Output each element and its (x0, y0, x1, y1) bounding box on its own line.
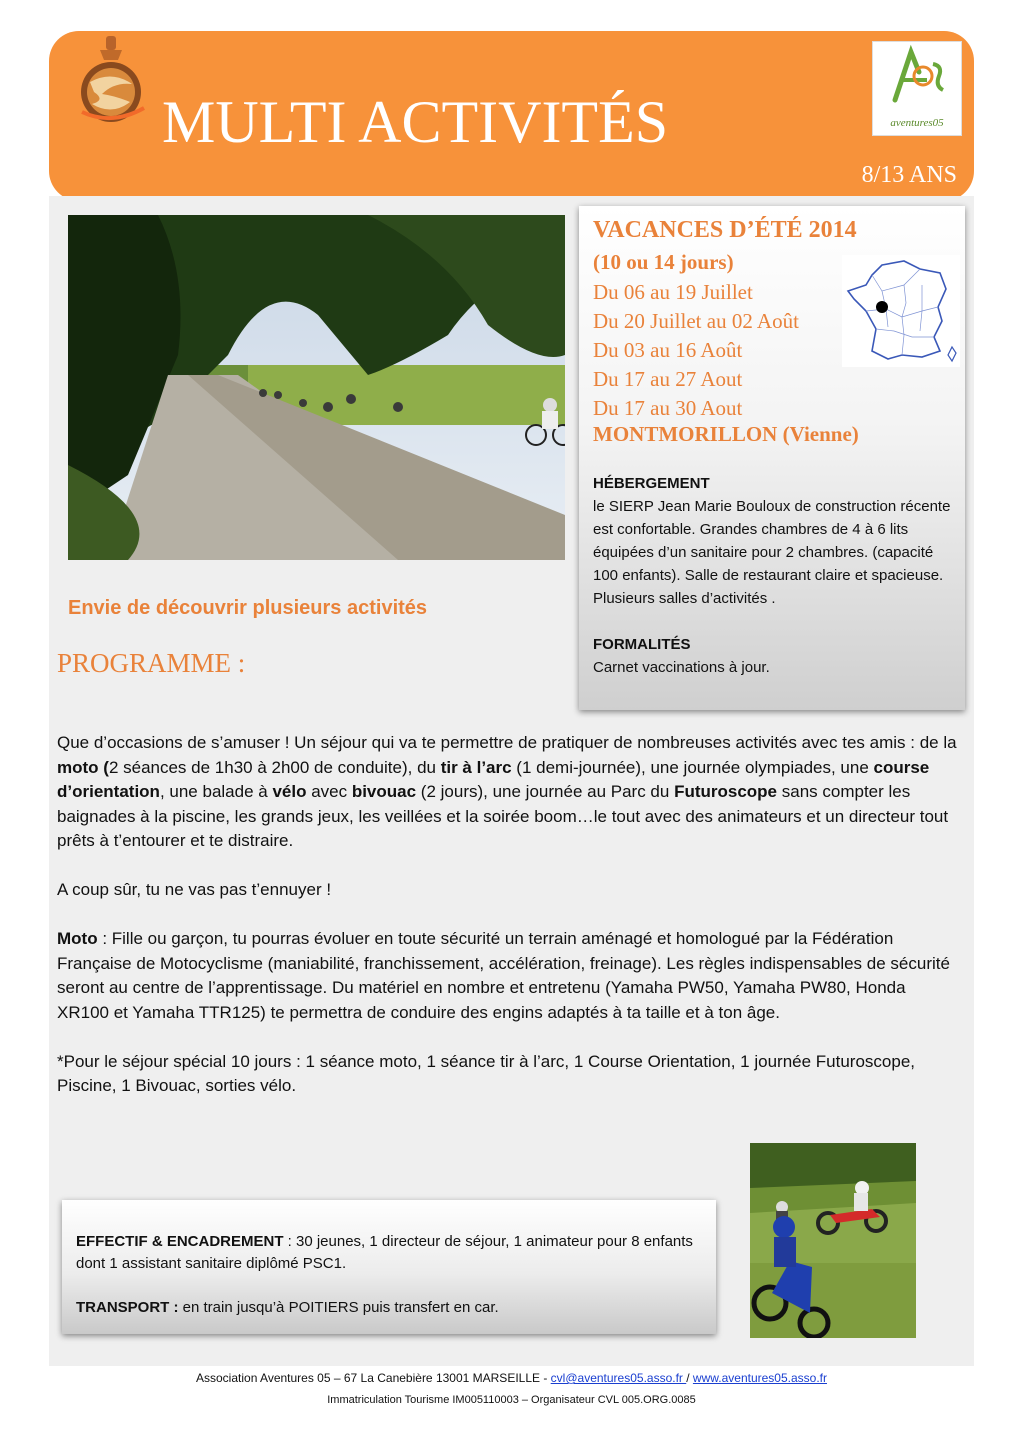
text-run: , une balade à (159, 782, 273, 801)
logo-text: aventures05 (890, 117, 944, 129)
bold-tir-arc: tir à l’arc (440, 757, 512, 777)
encouragement-line: A coup sûr, tu ne vas pas t’ennuyer ! (57, 880, 332, 899)
effectif-text: : 30 jeunes, 1 directeur de séjour, 1 animateur pour 8 enfants dont 1 assistant sanitaire diplômé PSC1. (76, 1233, 693, 1272)
text-run: Que d’occasions de s’amuser ! Un séjour qui va te permettre de pratiquer de nombreuses activités avec tes amis : de la (57, 733, 957, 752)
bold-moto-label: Moto (57, 929, 98, 948)
vacation-title: VACANCES D’ÉTÉ 2014 (593, 217, 857, 243)
footer-registration: Immatriculation Tourisme IM005110003 – Organisateur CVL 005.ORG.0085 (327, 1394, 696, 1406)
transport-label: TRANSPORT : (76, 1299, 179, 1316)
special-10-days-note: *Pour le séjour spécial 10 jours : 1 séance moto, 1 séance tir à l’arc, 1 Course Orientation, 1 journée Futuroscope, Piscine, 1 Bivouac, sorties vélo. (57, 1051, 916, 1095)
transport-line (76, 1297, 716, 1319)
text-run: 2 séances de 1h30 à 2h00 de conduite), du (108, 757, 441, 777)
compass-globe-logo (72, 34, 152, 134)
page-title: MULTI ACTIVITÉS (162, 89, 669, 155)
bold-futuroscope: Futuroscope (674, 782, 778, 801)
bold-velo: vélo (272, 782, 307, 801)
tagline: Envie de découvrir plusieurs activités (68, 597, 428, 619)
website-link[interactable]: www.aventures05.asso.fr (692, 1371, 827, 1385)
footer-address (0, 1371, 1023, 1385)
text-run: : Fille ou garçon, tu pourras évoluer en toute sécurité un terrain aménagé et homologué par la Fédération Française de Motocyclisme (maniabilité, franchissement, accélération, freinage). Les règles indispensables de sécurité seront au centre de l’apprentissage. Du matériel en nombre et entretenu (Yamaha PW50, Yamaha PW80, Honda XR100 et Yamaha TTR125) te permettra de conduire des engins adaptés à ta taille et à ton âge. (57, 929, 950, 1022)
formalites-heading: FORMALITÉS (593, 636, 691, 653)
staff-transport-text (76, 1231, 716, 1319)
address-text: Association Aventures 05 – 67 La Canebière 13001 MARSEILLE - (196, 1371, 551, 1385)
date-item: Du 17 au 30 Aout (593, 396, 743, 420)
age-range: 8/13 ANS (861, 162, 957, 188)
hebergement-text: le SIERP Jean Marie Bouloux de construction récente est confortable. Grandes chambres de 4 à 6 lits équipées d’un sanitaire pour 2 chambres. (capacité 100 enfants). Salle de restaurant claire et spacieuse. Plusieurs salles d’activités . (593, 498, 951, 607)
effectif-line (76, 1231, 716, 1275)
accommodation-section (593, 472, 955, 679)
date-list (593, 278, 799, 423)
program-paragraph (57, 731, 957, 854)
date-item: Du 17 au 27 Aout (593, 367, 743, 391)
hebergement-heading: HÉBERGEMENT (593, 475, 710, 492)
bold-bivouac: bivouac (351, 782, 417, 801)
text-run: avec (306, 782, 352, 801)
france-map-icon (842, 255, 960, 367)
text-run: (2 jours), une journée au Parc du (416, 782, 675, 801)
aventures05-emblem-icon (873, 42, 961, 112)
transport-text: en train jusqu’à POITIERS puis transfert en car. (178, 1299, 499, 1316)
moto-paragraph (57, 927, 957, 1025)
effectif-label: EFFECTIF & ENCADREMENT (76, 1233, 284, 1250)
date-item: Du 03 au 16 Août (593, 338, 743, 362)
program-description (57, 731, 957, 1099)
text-run: sans compter les baignades à la piscine, les grands jeux, les veillées et la soirée boom…le tout avec des animateurs et un directeur tout prêts à t’entourer et te distraire. (57, 782, 949, 850)
cyclists-road-photo (68, 215, 565, 560)
bold-course-orientation: course d’orientation (57, 757, 930, 801)
email-link[interactable]: cvl@aventures05.asso.fr (550, 1371, 687, 1385)
aventures05-logo (872, 41, 962, 136)
text-run: (1 demi-journée), une journée olympiades, une (511, 757, 874, 777)
date-item: Du 06 au 19 Juillet (593, 280, 753, 304)
vacation-duration: (10 ou 14 jours) (593, 250, 734, 274)
programme-heading: PROGRAMME : (57, 648, 246, 678)
date-item: Du 20 Juillet au 02 Août (593, 309, 799, 333)
separator: / (686, 1371, 693, 1385)
bold-moto: moto ( (57, 757, 109, 777)
location: MONTMORILLON (Vienne) (593, 422, 859, 446)
formalites-text: Carnet vaccinations à jour. (593, 659, 770, 676)
kids-motorbike-photo (750, 1143, 916, 1338)
